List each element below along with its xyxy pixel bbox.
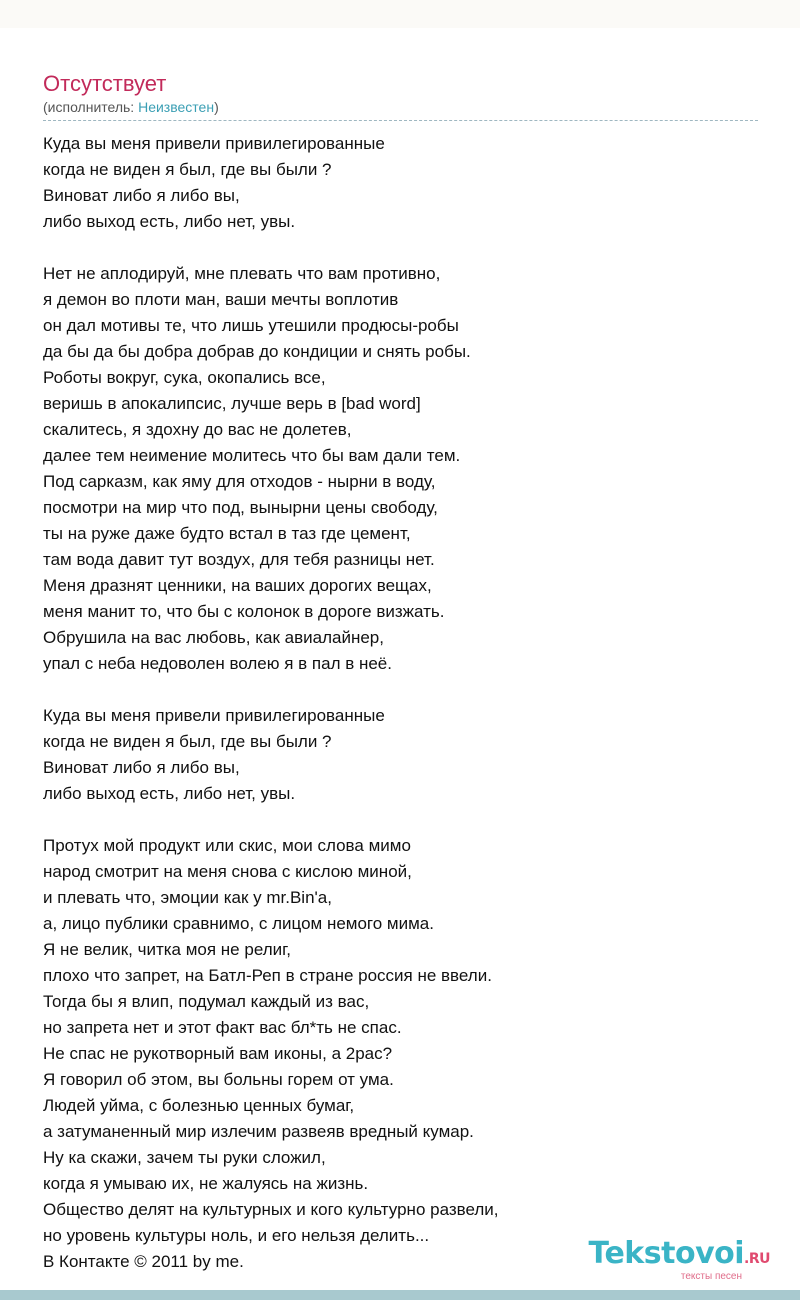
lyric-line: В Контакте © 2011 by me. [43,1252,244,1271]
lyric-line: Я говорил об этом, вы больны горем от ума. [43,1070,394,1089]
lyric-line: ты на руже даже будто встал в таз где цемент, [43,524,411,543]
logo-tagline: тексты песен [680,1271,742,1282]
lyric-line: Ну ка скажи, зачем ты руки сложил, [43,1148,326,1167]
artist-link[interactable]: Неизвестен [138,99,215,115]
lyric-line: Людей уйма, с болезнью ценных бумаг, [43,1096,355,1115]
lyrics-text [43,131,758,1275]
lyric-line: веришь в апокалипсис, лучше верь в [bad word] [43,394,421,413]
lyric-line: и плевать что, эмоции как у mr.Bin'a, [43,888,332,907]
logo-wordmark [588,1238,770,1275]
lyric-line: Нет не аплодируй, мне плевать что вам противно, [43,264,441,283]
lyric-line: меня манит то, что бы с колонок в дороге визжать. [43,602,445,621]
lyric-line: Куда вы меня привели привилегированные [43,134,385,153]
artist-suffix: ) [214,99,219,115]
song-content [43,70,758,1275]
lyric-line: но уровень культуры ноль, и его нельзя делить... [43,1226,430,1245]
lyric-line: скалитесь, я здохну до вас не долетев, [43,420,352,439]
lyric-line: когда я умываю их, не жалуясь на жизнь. [43,1174,369,1193]
lyric-line: посмотри на мир что под, вынырни цены свободу, [43,498,438,517]
artist-prefix: (исполнитель: [43,99,139,115]
lyric-line: Под сарказм, как яму для отходов - нырни в воду, [43,472,436,491]
logo-tld: .RU [744,1251,770,1267]
lyric-line: я демон во плоти ман, ваши мечты воплотив [43,290,399,309]
artist-line [43,98,758,121]
lyric-line: Протух мой продукт или скис, мои слова мимо [43,836,411,855]
lyric-line: когда не виден я был, где вы были ? [43,732,332,751]
lyric-line: Обрушила на вас любовь, как авиалайнер, [43,628,384,647]
lyric-line: а, лицо публики сравнимо, с лицом немого мима. [43,914,434,933]
page-sheet [0,28,800,1290]
lyric-line: народ смотрит на меня снова с кислою миной, [43,862,412,881]
lyric-line: Не спас не рукотворный вам иконы, а 2рас? [43,1044,393,1063]
lyric-line: он дал мотивы те, что лишь утешили продюсы-робы [43,316,459,335]
lyric-line: упал с неба недоволен волею я в пал в неё. [43,654,392,673]
lyric-line: либо выход есть, либо нет, увы. [43,784,296,803]
lyric-line: плохо что запрет, на Батл-Реп в стране россия не ввели. [43,966,492,985]
lyric-line: либо выход есть, либо нет, увы. [43,212,296,231]
lyric-line: когда не виден я был, где вы были ? [43,160,332,179]
lyric-line: Я не велик, читка моя не религ, [43,940,291,959]
lyric-line: но запрета нет и этот факт вас бл*ть не спас. [43,1018,402,1037]
stanza-gap [43,235,758,261]
lyric-line: Общество делят на культурных и кого культурно развели, [43,1200,499,1219]
lyric-line: Роботы вокруг, сука, окопались все, [43,368,326,387]
lyric-line: а затуманенный мир излечим развеяв вредный кумар. [43,1122,474,1141]
lyric-line: Виноват либо я либо вы, [43,758,240,777]
site-logo[interactable] [588,1238,770,1282]
lyric-line: там вода давит тут воздух, для тебя разницы нет. [43,550,435,569]
stanza-gap [43,677,758,703]
stanza-gap [43,807,758,833]
lyric-line: Куда вы меня привели привилегированные [43,706,385,725]
lyric-line: далее тем неимение молитесь что бы вам дали тем. [43,446,461,465]
song-title: Отсутствует [43,71,167,96]
lyric-line: Виноват либо я либо вы, [43,186,240,205]
lyric-line: Меня дразнят ценники, на ваших дорогих вещах, [43,576,432,595]
lyric-line: да бы да бы добра добрав до кондиции и снять робы. [43,342,471,361]
lyric-line: Тогда бы я влип, подумал каждый из вас, [43,992,370,1011]
logo-name: Tekstovoi [588,1236,745,1271]
